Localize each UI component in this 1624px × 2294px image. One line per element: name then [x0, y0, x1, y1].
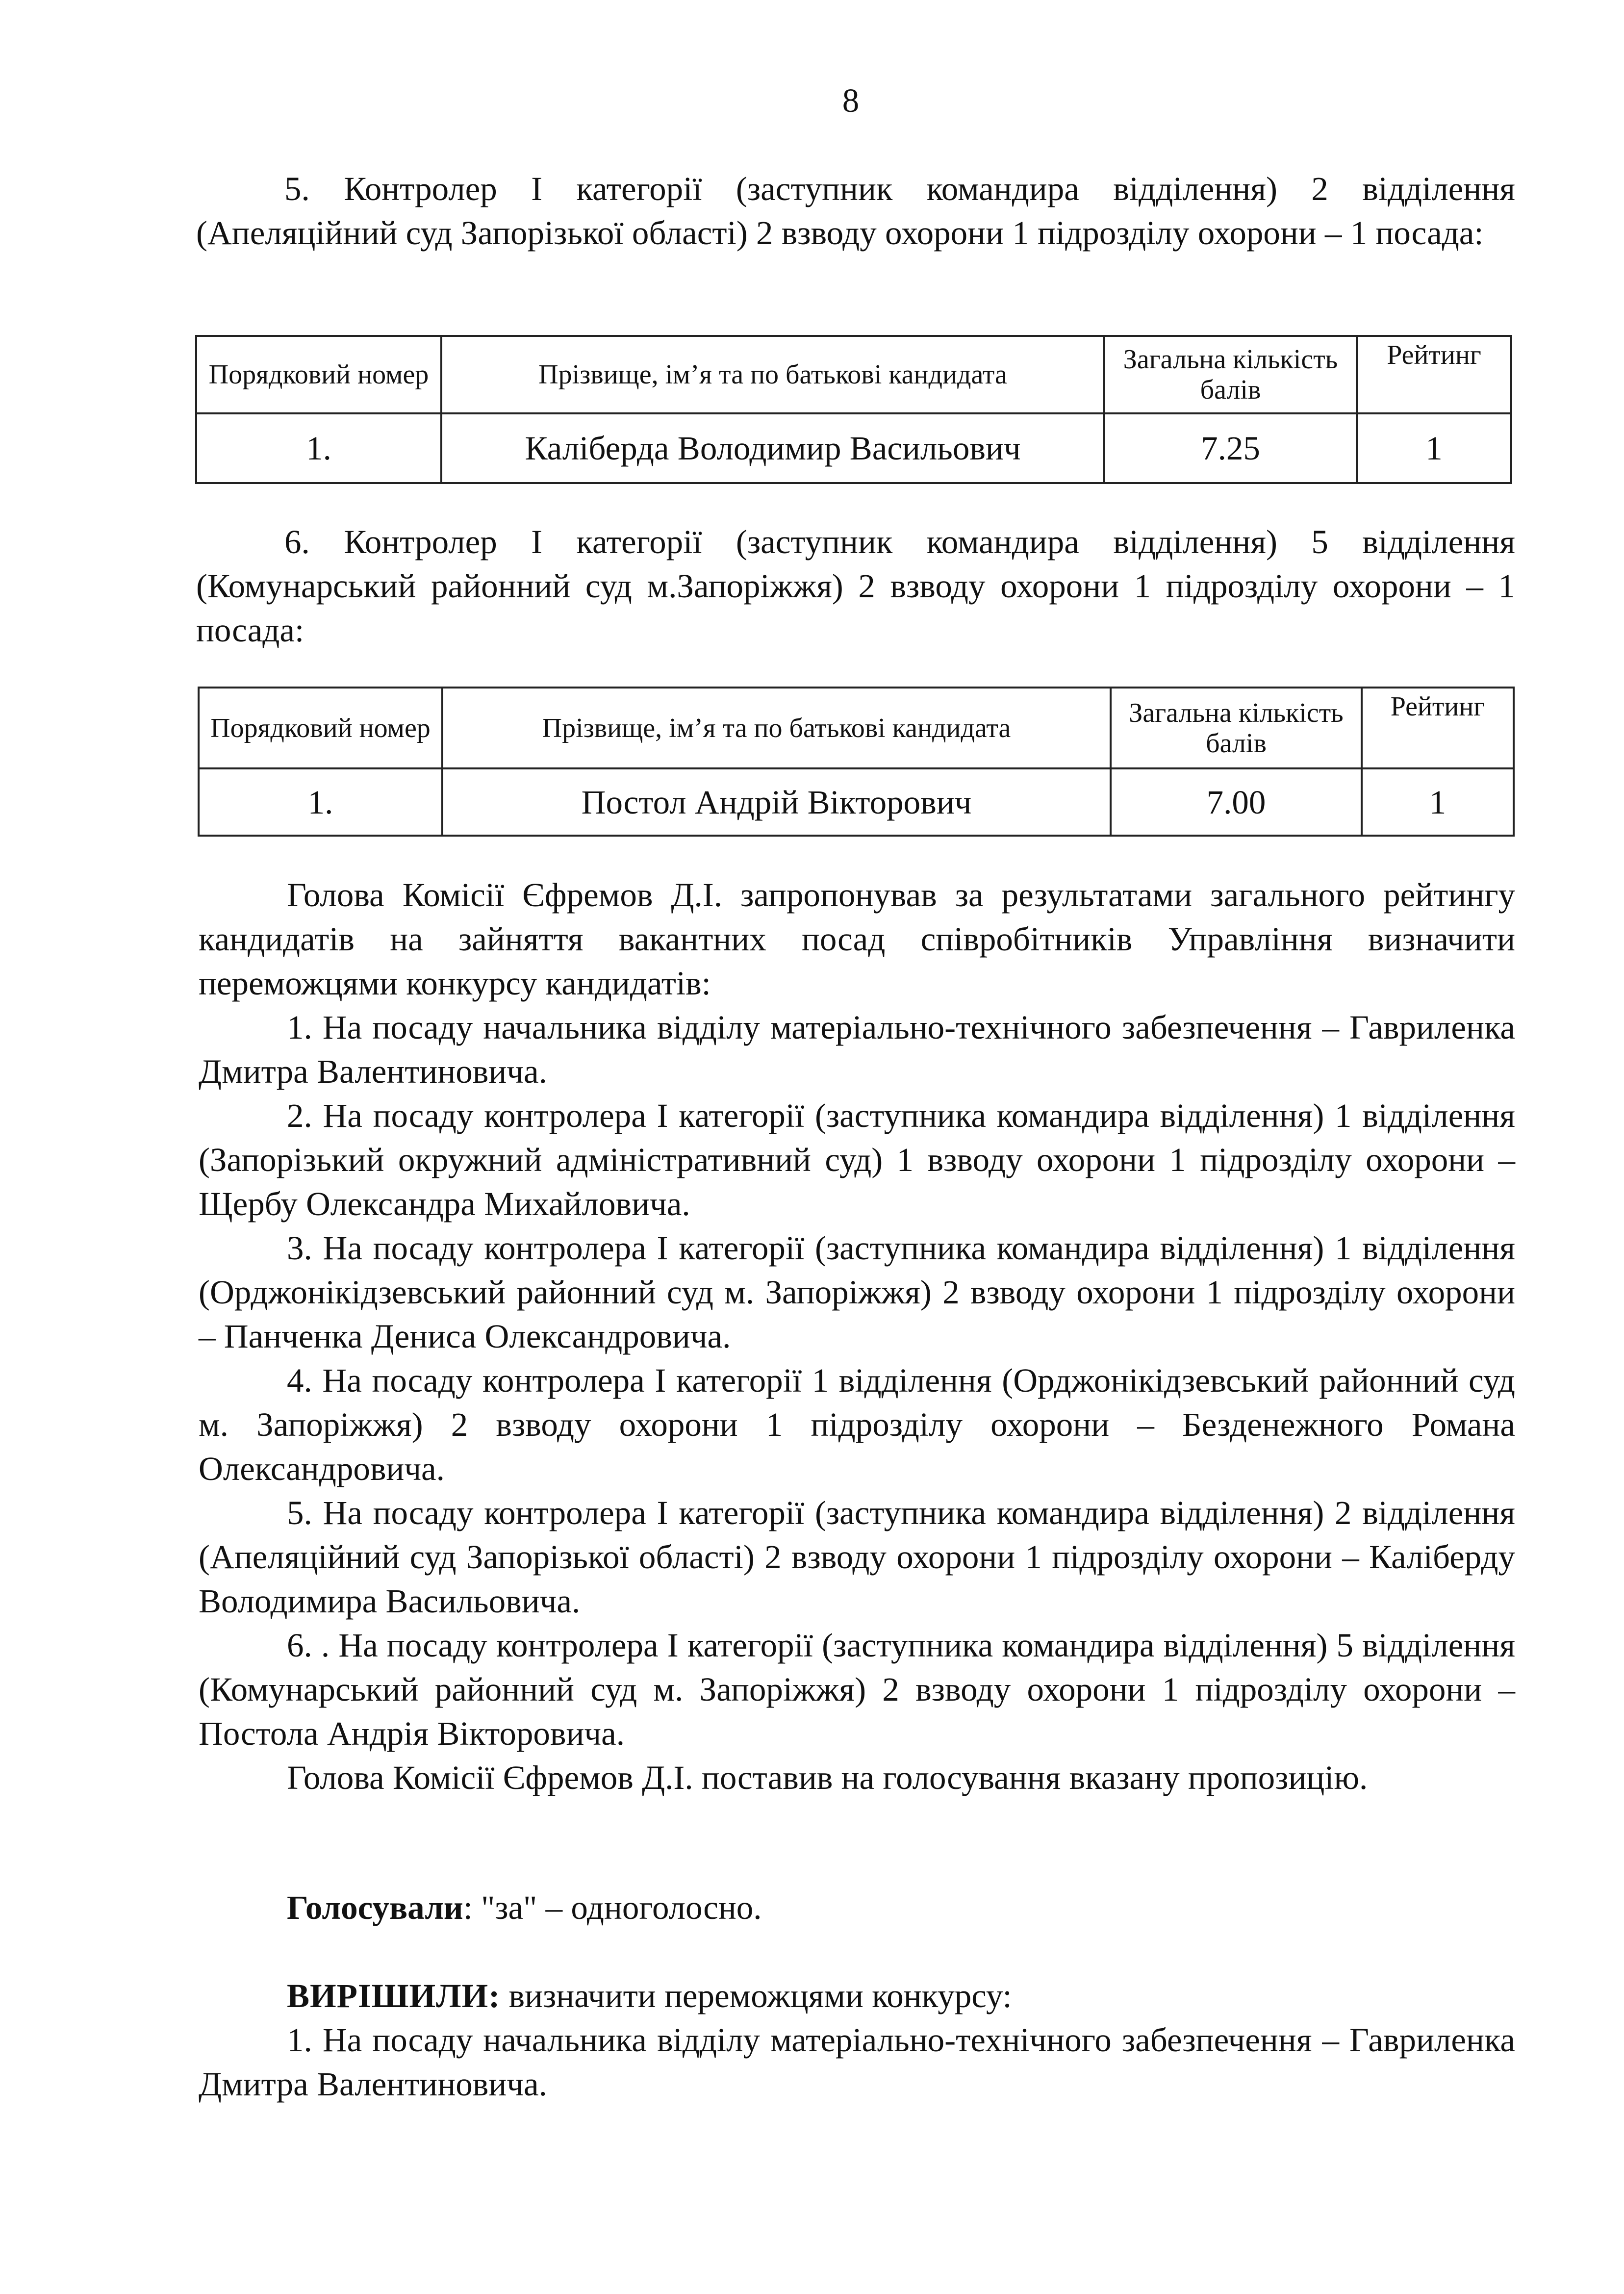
table-6-cell-score: 7.00 [1111, 768, 1362, 836]
table-6-header-name: Прізвище, ім’я та по батькові кандидата [442, 688, 1111, 768]
proposal-item-5: 5. На посаду контролера І категорії (заступника командира відділення) 2 відділення (Апеляційний суд Запорізької області) 2 взводу охорони 1 підрозділу охорони – Каліберду Володимира Васильовича. [199, 1494, 1515, 1620]
table-5-cell-name: Каліберда Володимир Васильович [441, 413, 1104, 483]
proposal-item-3: 3. На посаду контролера І категорії (заступника командира відділення) 1 відділення (Орджонікідзевський районний суд м. Запоріжжя) 2 взводу охорони 1 підрозділу охорони – Панченка Дениса Олександровича. [199, 1229, 1515, 1355]
proposal-intro: Голова Комісії Єфремов Д.І. запропонував за результатами загального рейтингу кандидатів на зайняття вакантних посад співробітників Управління визначити переможцями конкурсу кандидатів: [199, 876, 1515, 1002]
proposal-closing: Голова Комісії Єфремов Д.І. поставив на голосування вказану пропозицію. [287, 1759, 1368, 1796]
table-row [199, 768, 1514, 836]
section-5-intro-block [196, 167, 1515, 255]
table-5-cell-score: 7.25 [1104, 413, 1357, 483]
vote-block [199, 1886, 1515, 1930]
proposal-item-4: 4. На посаду контролера І категорії 1 відділення (Орджонікідзевський районний суд м. Запоріжжя) 2 взводу охорони 1 підрозділу охорони – Безденежного Романа Олександровича. [199, 1362, 1515, 1487]
table-5-header-row [196, 336, 1511, 413]
section-5-intro: 5. Контролер І категорії (заступник командира відділення) 2 відділення (Апеляційний суд Запорізької області) 2 взводу охорони 1 підрозділу охорони – 1 посада: [196, 170, 1515, 252]
table-5-cell-rating: 1 [1357, 413, 1511, 483]
proposal-block [199, 873, 1515, 1800]
table-6-cell-name: Постол Андрій Вікторович [442, 768, 1111, 836]
page-number: 8 [842, 82, 860, 119]
decision-item-1: 1. На посаду начальника відділу матеріально-технічного забезпечення – Гавриленка Дмитра Валентиновича. [199, 2021, 1515, 2103]
table-6-cell-rating: 1 [1362, 768, 1514, 836]
vote-label: Голосували [287, 1889, 463, 1926]
table-6-header-score: Загальна кількість балів [1111, 688, 1362, 768]
candidate-table-5 [195, 335, 1512, 484]
proposal-item-2: 2. На посаду контролера І категорії (заступника командира відділення) 1 відділення (Запорізький окружний адміністративний суд) 1 взводу охорони 1 підрозділу охорони – Щербу Олександра Михайловича. [199, 1097, 1515, 1223]
decision-line [199, 1974, 1515, 2018]
table-6-cell-order: 1. [199, 768, 442, 836]
section-6-intro-block [196, 520, 1515, 652]
proposal-item-6: 6. . На посаду контролера І категорії (заступника командира відділення) 5 відділення (Комунарський районний суд м. Запоріжжя) 2 взводу охорони 1 підрозділу охорони – Постола Андрія Вікторовича. [199, 1627, 1515, 1752]
vote-line [199, 1886, 1515, 1930]
table-row [196, 413, 1511, 483]
table-5-header-name: Прізвище, ім’я та по батькові кандидата [441, 336, 1104, 413]
table-5-cell-order: 1. [196, 413, 441, 483]
decision-text: визначити переможцями конкурсу: [500, 1977, 1012, 2014]
table-5-header-rating: Рейтинг [1357, 336, 1511, 413]
table-5-header-score: Загальна кількість балів [1104, 336, 1357, 413]
section-6-intro: 6. Контролер І категорії (заступник командира відділення) 5 відділення (Комунарський районний суд м.Запоріжжя) 2 взводу охорони 1 підрозділу охорони – 1 посада: [196, 523, 1515, 649]
decision-block [199, 1974, 1515, 2106]
table-6-header-order: Порядковий номер [199, 688, 442, 768]
table-6-header-rating: Рейтинг [1362, 688, 1514, 768]
proposal-item-1: 1. На посаду начальника відділу матеріально-технічного забезпечення – Гавриленка Дмитра Валентиновича. [199, 1009, 1515, 1090]
vote-text: : "за" – одноголосно. [463, 1889, 762, 1926]
table-6-header-row [199, 688, 1514, 768]
decision-label: ВИРІШИЛИ: [287, 1977, 501, 2014]
candidate-table-6 [198, 687, 1515, 837]
table-5-header-order: Порядковий номер [196, 336, 441, 413]
